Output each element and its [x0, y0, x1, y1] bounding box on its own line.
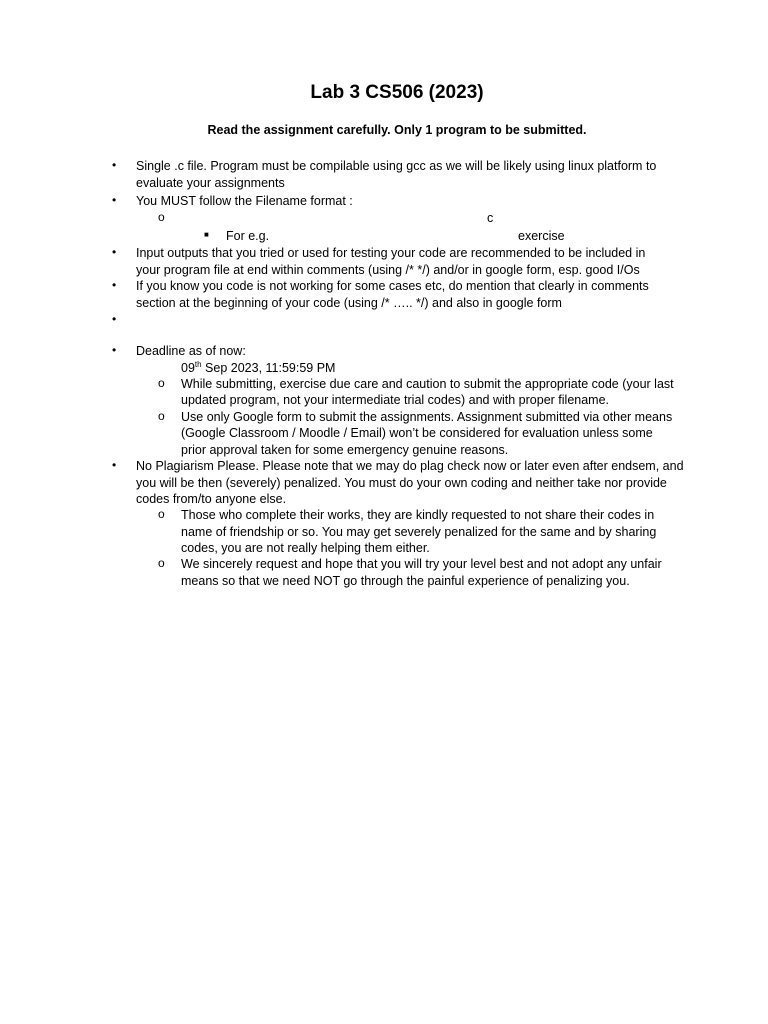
bullet-4-line-2: section at the beginning of your code (using /* ….. */) and also in google form [136, 296, 562, 310]
plagiarism-line-3: codes from/to anyone else. [136, 492, 287, 506]
deadline-heading: Deadline as of now: [136, 344, 246, 358]
bullet-dot: • [112, 458, 117, 472]
deadline-sub-2-line-1: Use only Google form to submit the assignments. Assignment submitted via other means [181, 410, 673, 424]
bullet-dot: • [112, 343, 117, 357]
bullet-dot: • [112, 158, 117, 172]
plagiarism-line-2: you will be then (severely) penalized. You must do your own coding and neither take nor provide [136, 476, 667, 490]
document-subtitle: Read the assignment carefully. Only 1 program to be submitted. [207, 123, 587, 137]
sub-bullet-circle: o [158, 409, 165, 423]
bullet-3-line-2: your program file at end within comments (using /* */) and/or in google form, esp. good I/Os [136, 263, 640, 277]
deadline-day-suffix: th [194, 359, 202, 369]
deadline-sub-2-line-2: (Google Classroom / Moodle / Email) won’t be considered for evaluation unless some [181, 426, 653, 440]
bullet-dot-empty: • [112, 312, 117, 326]
plagiarism-sub-1-line-2: name of friendship or so. You may get severely penalized for the same and by sharing [181, 525, 657, 539]
plagiarism-sub-2-line-2: means so that we need NOT go through the painful experience of penalizing you. [181, 574, 630, 588]
bullet-dot: • [112, 193, 117, 207]
deadline-sub-2-line-3: prior approval taken for some emergency genuine reasons. [181, 443, 509, 457]
bullet-3-line-1: Input outputs that you tried or used for testing your code are recommended to be included in [136, 246, 646, 260]
sub-bullet-circle: o [158, 507, 165, 521]
filename-format-c: c [487, 211, 494, 225]
bullet-1-line-1: Single .c file. Program must be compilable using gcc as we will be likely using linux platform to [136, 159, 657, 173]
deadline-sub-1-line-2: updated program, not your intermediate trial codes) and with proper filename. [181, 393, 610, 407]
filename-example-exercise: exercise [518, 229, 565, 243]
bullet-4-line-1: If you know you code is not working for some cases etc, do mention that clearly in comments [136, 279, 649, 293]
deadline-day: 09 [181, 361, 195, 375]
bullet-2-line-1: You MUST follow the Filename format : [136, 194, 353, 208]
deadline-sub-1-line-1: While submitting, exercise due care and caution to submit the appropriate code (your last [181, 377, 674, 391]
bullet-dot: • [112, 245, 117, 259]
sub-sub-bullet-square: ■ [204, 230, 209, 239]
plagiarism-sub-2-line-1: We sincerely request and hope that you will try your level best and not adopt any unfair [181, 557, 662, 571]
plagiarism-sub-1-line-1: Those who complete their works, they are kindly requested to not share their codes in [181, 508, 655, 522]
bullet-1-line-2: evaluate your assignments [136, 176, 285, 190]
sub-bullet-circle: o [158, 556, 165, 570]
deadline-date-rest: Sep 2023, 11:59:59 PM [201, 361, 336, 375]
filename-example-label: For e.g. [226, 229, 270, 243]
plagiarism-line-1: No Plagiarism Please. Please note that we may do plag check now or later even after endsem, and [136, 459, 684, 473]
deadline-date [181, 360, 335, 377]
sub-bullet-circle: o [158, 210, 165, 224]
document-title: Lab 3 CS506 (2023) [310, 82, 484, 103]
plagiarism-sub-1-line-3: codes, you are not really helping them either. [181, 541, 430, 555]
sub-bullet-circle: o [158, 376, 165, 390]
bullet-dot: • [112, 278, 117, 292]
